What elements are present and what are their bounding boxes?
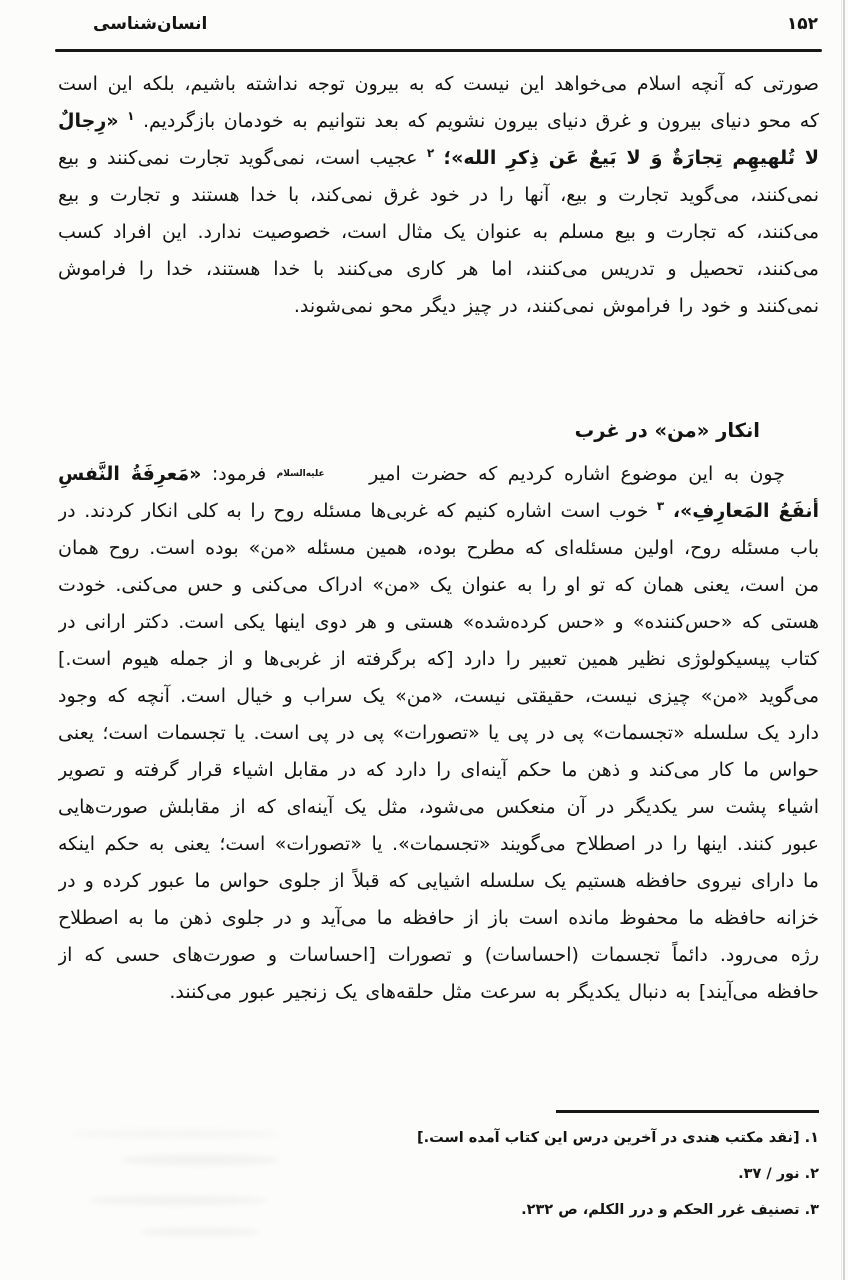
footnote-marker-2: ۲ — [426, 146, 435, 160]
scan-page-edge-soft — [841, 0, 842, 1280]
body-text: چون به این موضوع اشاره کردیم که حضرت امیر — [369, 463, 785, 485]
footnote-separator — [556, 1110, 819, 1113]
scan-page-edge — [843, 0, 845, 1280]
footnote-2: ۲. نور / ۳۷. — [738, 1166, 819, 1182]
page-number: ۱۵۲ — [786, 14, 818, 34]
body-text: خوب است اشاره کنیم که غربی‌ها مسئله روح را به کلی انکار کردند. در باب مسئله روح، اولین مسئله‌ای که مطرح بوده، همین مسئله «من» بوده است. روح همان من است، یعنی همان که تو او را به عنوان یک «من» ادراک می‌کنی و حس می‌کنی. خودت هستی که «حس‌کننده» و «حس کرده‌شده» هستی و هر دوی اینها یکی است. دکتر ارانی در کتاب پیسیکولوژی نظیر همین تعبیر را دارد [که برگرفته از غربی‌ها و از جمله هیوم است.] می‌گوید «من» چیزی نیست، حقیقتی نیست، «من» یک سراب و خیال است. آنچه که وجود دارد یک سلسله «تجسمات» پی در پی یا «تصورات» پی در پی است. یا تجسمات است؛ یعنی حواس ما کار می‌کند و ذهن ما حکم آینه‌ای را دارد که در مقابل اشیاء قرار گرفته و تصویر اشیاء پشت سر یکدیگر در آن منعکس می‌شود، مثل یک آینه‌ای که از مقابلش صورت‌هایی عبور کنند. اینها را در اصطلاح می‌گویند «تجسمات». یا «تصورات» است؛ یعنی به حکم اینکه ما دارای نیروی حافظه هستیم یک سلسله اشیایی که قبلاً از جلوی حواس ما عبور کرده و در خزانه حافظه ما محفوظ مانده است باز از حافظه ما می‌آید و در جلوی ذهن ما به اصطلاح رژه می‌رود. دائماً تجسمات (احساسات) و تصورات [احساسات و صورت‌های حسی که از حافظه می‌آیند] به دنبال یکدیگر به سرعت مثل حلقه‌های یک زنجیر عبور می‌کنند. — [58, 500, 819, 1003]
running-title: انسان‌شناسی — [93, 14, 208, 34]
footnotes-block — [58, 1110, 819, 1228]
footnote-marker-1: ۱ — [127, 109, 135, 123]
header-rule — [55, 49, 822, 52]
scan-bleedthrough — [88, 1196, 268, 1205]
page-header — [57, 14, 818, 34]
footnote-marker-3: ۳ — [656, 499, 665, 513]
scan-bleedthrough — [120, 1155, 280, 1165]
section-heading: انکار «من» در غرب — [574, 419, 760, 442]
footnote-1: ۱. [نقد مکتب هندی در آخرین درس این کتاب آمده است.] — [417, 1130, 819, 1146]
scan-bleedthrough — [140, 1228, 260, 1236]
paragraph-intro — [58, 66, 819, 325]
scan-bleedthrough — [70, 1130, 280, 1138]
body-text: صورتی که آنچه اسلام می‌خواهد این نیست که به بیرون توجه نداشته باشیم، بلکه این است که محو دنیای بیرون و غرق دنیای بیرون نشویم که بعد نتوانیم به خودمان بازگردیم. — [58, 73, 819, 132]
hadith-quote: «مَعرِفَةُ النَّفسِ أنفَعُ المَعارِفِ»، — [58, 463, 819, 522]
body-text: فرمود: — [211, 463, 267, 485]
honorific-alayhis-salam: علیه‌السلام — [276, 469, 325, 479]
body-text: عجیب است، نمی‌گوید تجارت نمی‌کنند و بیع نمی‌کنند، می‌گوید تجارت و بیع، آنها را در خود غرق نمی‌کند، با خدا هستند و تجارت و بیع می‌کنند، که تجارت و بیع مسلم به عنوان یک مثال است، خصوصیت ندارد. این افراد کسب می‌کنند، تحصیل و تدریس می‌کنند، اما هر کاری می‌کنند با خدا هستند، خدا را فراموش نمی‌کنند و خود را فراموش نمی‌کنند، در چیز دیگر محو نمی‌شوند. — [58, 147, 819, 317]
quran-verse: «رِجالٌ لا تُلهیهِم تِجارَةٌ وَ لا بَیعٌ عَن ذِکرِ الله»؛ — [58, 110, 819, 169]
paragraph-section — [58, 456, 819, 1011]
footnote-3: ۳. تصنیف غرر الحکم و درر الکلم، ص ۲۳۲. — [521, 1202, 819, 1218]
